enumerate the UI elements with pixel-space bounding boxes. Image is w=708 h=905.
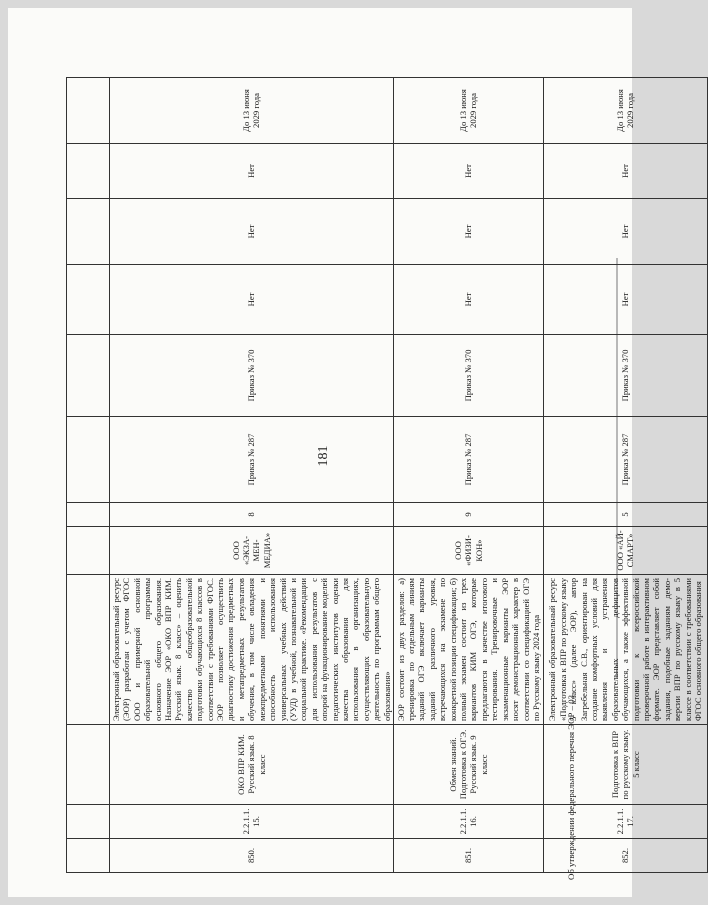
registry-table-wrapper: [66, 78, 704, 873]
code-cell: 2.2.1.1.16.: [393, 805, 543, 839]
flag-cell-2: Нет: [543, 199, 707, 265]
deadline-cell: До 13 июня 2029 года: [393, 78, 543, 144]
description-cell: ЭОР состоит из двух разделов: а) тренировка по отдельным линиям заданий ОГЭ включает варианты заданий различного уровня, встречающихся на экзамене по конкретной позиции спецификации; б) полный экзамен состоит из трех вариантов КИМ ОГЭ, которые предлагаются в качестве итогового тестирования. Тренировочные и экзаменационные варианты ЭОР носят демонстрационный характер в соответствии со спецификацией ОГЭ по Русскому языку 2024 года: [393, 575, 543, 725]
registry-table: [66, 77, 708, 873]
grade-cell: 9: [393, 503, 543, 527]
flag-cell-1: Нет: [543, 265, 707, 335]
organization-cell: [67, 527, 110, 575]
order-b-cell: Приказ № 370: [110, 335, 394, 417]
flag-cell-2: [67, 199, 110, 265]
footnote: Об утверждении федерального перечня ЭОР – 03: [566, 694, 576, 880]
resource-name-cell: Подготовка к ВПР по русскому языку. 5 класс: [543, 725, 707, 805]
code-cell: 2.2.1.1.15.: [110, 805, 394, 839]
organization-cell: ООО «АЙ-СМАРТ»: [543, 527, 707, 575]
order-a-cell: Приказ № 287: [110, 417, 394, 503]
row-number-cell: 851.: [393, 839, 543, 873]
description-cell: [67, 575, 110, 725]
flag-cell-3: [67, 144, 110, 199]
resource-name-cell: Обмен знаний. Подготовка к ОГЭ. Русский язык. 9 класс: [393, 725, 543, 805]
resource-name-cell: ОКО ВПР КИМ. Русский язык. 8 класс: [110, 725, 394, 805]
flag-cell-3: Нет: [543, 144, 707, 199]
flag-cell-1: Нет: [393, 265, 543, 335]
grade-cell: [67, 503, 110, 527]
row-number-cell: 850.: [110, 839, 394, 873]
table-row: [67, 78, 110, 873]
page-number: 181: [316, 445, 331, 467]
flag-cell-1: Нет: [110, 265, 394, 335]
flag-cell-3: Нет: [110, 144, 394, 199]
grade-cell: 5: [543, 503, 707, 527]
description-cell: Электронный образовательный ресурс (ЭОР) разработан с учетом ФГОС ООО и примерной основной образовательной программы основного общего образования. Назначение ЭОР «ОКО ВПР КИМ. Русский язык. 8 класс» – оценить качество общеобразовательной подготовки обучающихся 8 классов в соответствии с требованиями ФГОС. ЭОР позволяет осуществить диагностику достижения предметных и метапредметных результатов обучения, в том числе овладения межпредметными понятиями и способность использования универсальных учебных действий (УУД) в учебной, познавательной и социальной практике. «Рекомендации для использования результатов с опорой на функционирование моделей педагогических институтов оценки качества образования для использования в организациях, осуществляющих образовательную деятельность по программам общего образования»: [110, 575, 394, 725]
order-a-cell: [67, 417, 110, 503]
order-b-cell: [67, 335, 110, 417]
flag-cell-2: Нет: [110, 199, 394, 265]
resource-name-cell: [67, 725, 110, 805]
order-a-cell: Приказ № 287: [543, 417, 707, 503]
deadline-cell: [67, 78, 110, 144]
deadline-cell: До 13 июня 2029 года: [110, 78, 394, 144]
table-row: [110, 78, 394, 873]
flag-cell-2: Нет: [393, 199, 543, 265]
flag-cell-3: Нет: [393, 144, 543, 199]
row-number-cell: [67, 839, 110, 873]
flag-cell-1: [67, 265, 110, 335]
description-cell: Электронный образовательный ресурс «Подготовка к ВПР по русскому языку 5 класс» (далее ЭОР), автор Загребельная С.В., ориентирован на создание комфортных условий для выявления и устранения образовательных дефицитов обучающихся, а также эффективной подготовки к всероссийской проверочной работе в интерактивном формате. ЭОР представляет собой задания, подобные заданиям демо-версии ВПР по русскому языку в 5 классе в соответствии с требованиями ФГОС основного общего образования: [543, 575, 707, 725]
table-row: [393, 78, 543, 873]
order-b-cell: Приказ № 370: [543, 335, 707, 417]
code-cell: [67, 805, 110, 839]
code-cell: 2.2.1.1.17.: [543, 805, 707, 839]
order-a-cell: Приказ № 287: [393, 417, 543, 503]
grade-cell: 8: [110, 503, 394, 527]
row-number-cell: 852.: [543, 839, 707, 873]
organization-cell: ООО «ЭКЗА-МЕН-МЕДИА»: [110, 527, 394, 575]
deadline-cell: До 13 июня 2029 года: [543, 78, 707, 144]
organization-cell: ООО «ФИЗИ-КОН»: [393, 527, 543, 575]
order-b-cell: Приказ № 370: [393, 335, 543, 417]
